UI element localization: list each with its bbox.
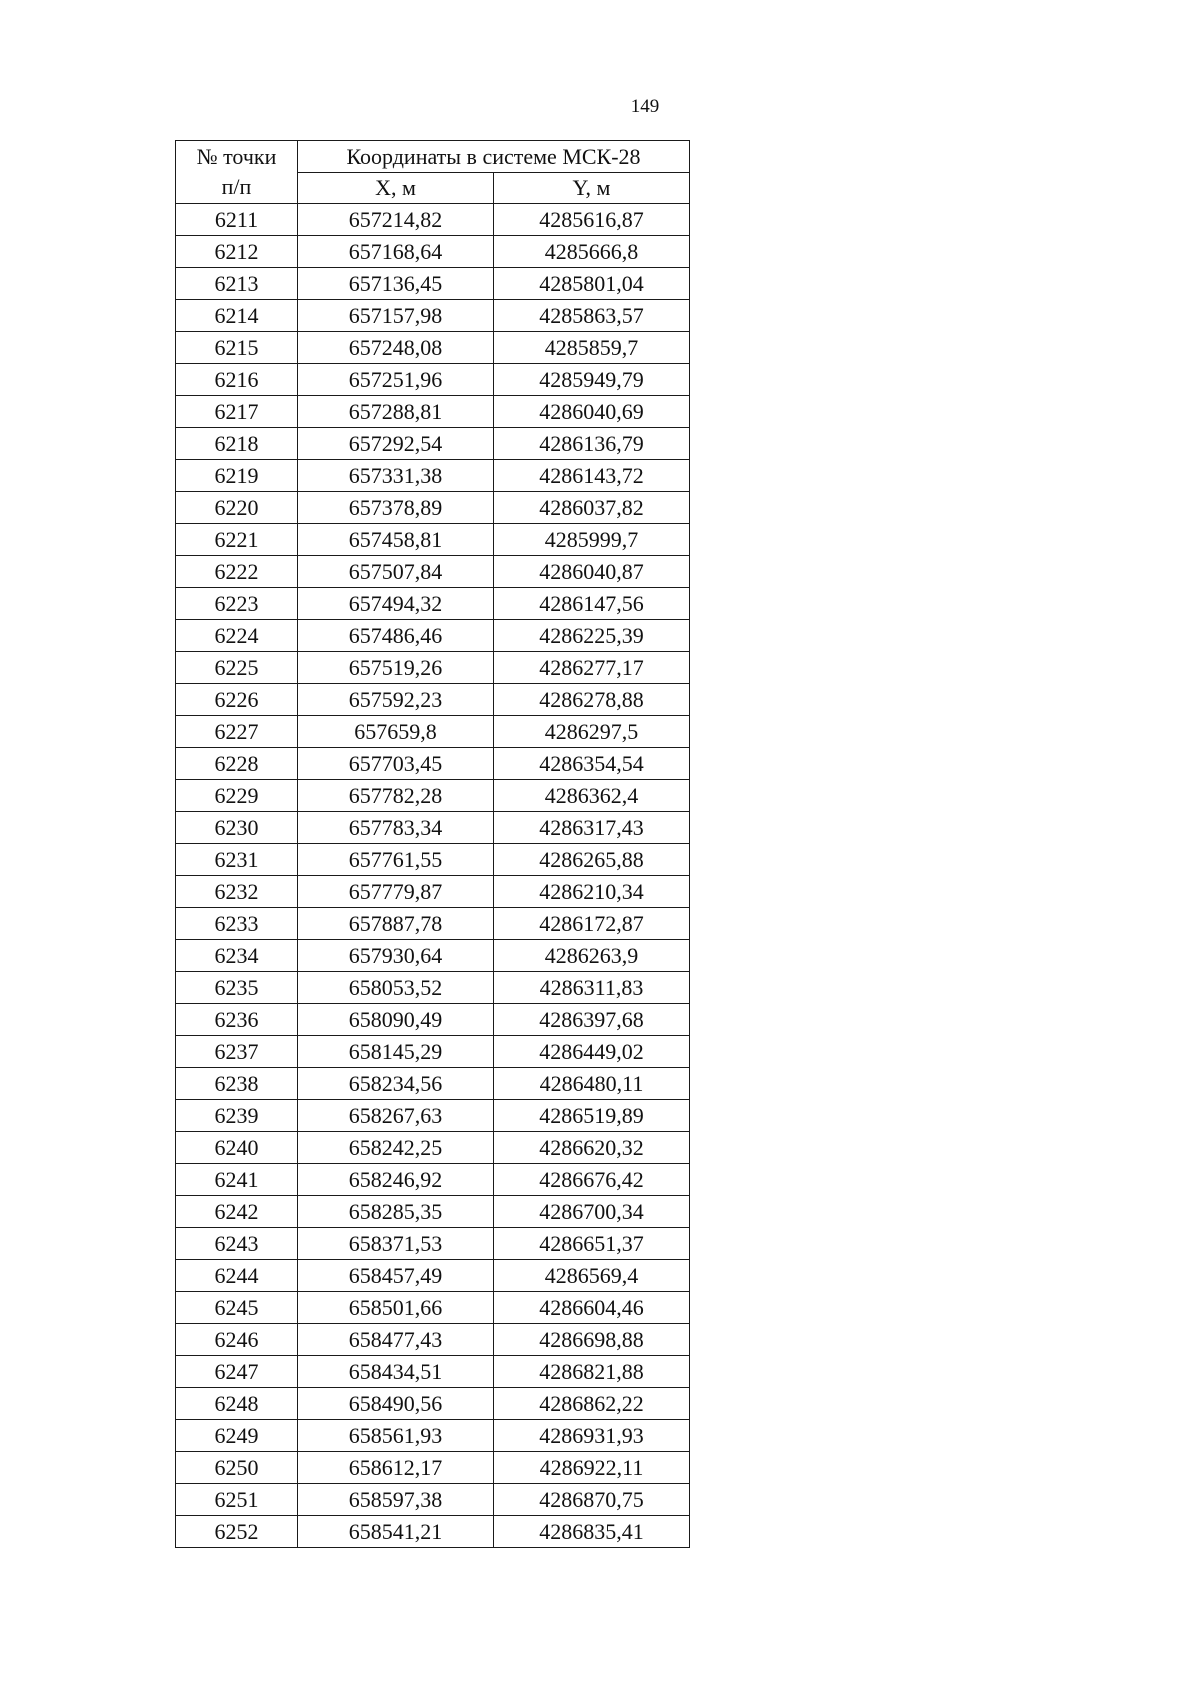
point-number-cell: 6224 [176,620,298,652]
x-coordinate-cell: 657783,34 [298,812,494,844]
y-coordinate-cell: 4286354,54 [494,748,690,780]
table-row [176,940,690,972]
table-row [176,1228,690,1260]
x-coordinate-cell: 658371,53 [298,1228,494,1260]
x-coordinate-cell: 658090,49 [298,1004,494,1036]
x-coordinate-cell: 658457,49 [298,1260,494,1292]
y-coordinate-cell: 4286317,43 [494,812,690,844]
y-coordinate-cell: 4286278,88 [494,684,690,716]
table-row [176,876,690,908]
point-number-cell: 6216 [176,364,298,396]
x-coordinate-cell: 658246,92 [298,1164,494,1196]
y-coordinate-cell: 4286862,22 [494,1388,690,1420]
table-body [176,204,690,1548]
x-coordinate-cell: 657703,45 [298,748,494,780]
table-row [176,1420,690,1452]
y-coordinate-cell: 4286922,11 [494,1452,690,1484]
y-coordinate-cell: 4286676,42 [494,1164,690,1196]
table-row [176,1516,690,1548]
y-coordinate-cell: 4286210,34 [494,876,690,908]
y-coordinate-cell: 4285859,7 [494,332,690,364]
x-coordinate-cell: 658267,63 [298,1100,494,1132]
x-coordinate-cell: 658612,17 [298,1452,494,1484]
point-number-cell: 6246 [176,1324,298,1356]
table-row [176,812,690,844]
table-row [176,652,690,684]
x-coordinate-cell: 657592,23 [298,684,494,716]
point-number-cell: 6236 [176,1004,298,1036]
point-number-cell: 6237 [176,1036,298,1068]
table-row [176,364,690,396]
point-number-cell: 6252 [176,1516,298,1548]
x-coordinate-cell: 657251,96 [298,364,494,396]
x-coordinate-cell: 657157,98 [298,300,494,332]
y-coordinate-cell: 4286265,88 [494,844,690,876]
table-row [176,1068,690,1100]
y-coordinate-cell: 4286480,11 [494,1068,690,1100]
point-number-cell: 6221 [176,524,298,556]
y-coordinate-cell: 4286870,75 [494,1484,690,1516]
table-row [176,1164,690,1196]
y-coordinate-cell: 4286821,88 [494,1356,690,1388]
y-coordinate-cell: 4286263,9 [494,940,690,972]
point-number-cell: 6242 [176,1196,298,1228]
x-coordinate-cell: 657214,82 [298,204,494,236]
point-number-cell: 6213 [176,268,298,300]
x-coordinate-cell: 657887,78 [298,908,494,940]
y-coordinate-cell: 4286700,34 [494,1196,690,1228]
x-coordinate-cell: 657168,64 [298,236,494,268]
x-coordinate-cell: 657378,89 [298,492,494,524]
page-number: 149 [630,96,660,117]
table-row [176,620,690,652]
y-coordinate-cell: 4286569,4 [494,1260,690,1292]
x-coordinate-cell: 658285,35 [298,1196,494,1228]
x-coordinate-cell: 657779,87 [298,876,494,908]
table-row [176,396,690,428]
table-row [176,1452,690,1484]
point-number-header [176,141,298,204]
table-row [176,716,690,748]
point-number-cell: 6222 [176,556,298,588]
point-number-cell: 6214 [176,300,298,332]
y-coordinate-cell: 4286449,02 [494,1036,690,1068]
x-coordinate-cell: 657331,38 [298,460,494,492]
point-number-cell: 6233 [176,908,298,940]
point-number-cell: 6239 [176,1100,298,1132]
table-row [176,1100,690,1132]
table-row [176,204,690,236]
table-row [176,972,690,1004]
x-coordinate-cell: 657507,84 [298,556,494,588]
y-coordinate-cell: 4285863,57 [494,300,690,332]
coordinates-group-header: Координаты в системе МСК-28 [298,141,690,173]
x-coordinate-cell: 658234,56 [298,1068,494,1100]
point-number-cell: 6226 [176,684,298,716]
table-row [176,844,690,876]
y-coordinate-cell: 4285616,87 [494,204,690,236]
y-coordinate-cell: 4286311,83 [494,972,690,1004]
point-number-cell: 6220 [176,492,298,524]
table-row [176,780,690,812]
table-row [176,460,690,492]
x-column-header: X, м [298,173,494,204]
x-coordinate-cell: 658145,29 [298,1036,494,1068]
y-coordinate-cell: 4286519,89 [494,1100,690,1132]
x-coordinate-cell: 657136,45 [298,268,494,300]
x-coordinate-cell: 657930,64 [298,940,494,972]
point-number-cell: 6234 [176,940,298,972]
table-row [176,1356,690,1388]
point-number-cell: 6238 [176,1068,298,1100]
y-coordinate-cell: 4285999,7 [494,524,690,556]
point-number-cell: 6217 [176,396,298,428]
y-coordinate-cell: 4285801,04 [494,268,690,300]
point-number-cell: 6251 [176,1484,298,1516]
x-coordinate-cell: 658597,38 [298,1484,494,1516]
x-coordinate-cell: 658490,56 [298,1388,494,1420]
x-coordinate-cell: 658477,43 [298,1324,494,1356]
y-coordinate-cell: 4286147,56 [494,588,690,620]
x-coordinate-cell: 658053,52 [298,972,494,1004]
table-row [176,588,690,620]
table-row [176,1004,690,1036]
point-number-cell: 6219 [176,460,298,492]
x-coordinate-cell: 657486,46 [298,620,494,652]
point-number-cell: 6241 [176,1164,298,1196]
y-coordinate-cell: 4286037,82 [494,492,690,524]
y-coordinate-cell: 4286362,4 [494,780,690,812]
x-coordinate-cell: 658541,21 [298,1516,494,1548]
y-coordinate-cell: 4286604,46 [494,1292,690,1324]
table-row [176,1036,690,1068]
y-coordinate-cell: 4286040,69 [494,396,690,428]
table-row [176,236,690,268]
header-row-top [176,141,690,173]
y-coordinate-cell: 4286931,93 [494,1420,690,1452]
table-row [176,268,690,300]
x-coordinate-cell: 658501,66 [298,1292,494,1324]
point-number-cell: 6247 [176,1356,298,1388]
y-coordinate-cell: 4286651,37 [494,1228,690,1260]
table-row [176,1292,690,1324]
table-row [176,524,690,556]
x-coordinate-cell: 657494,32 [298,588,494,620]
table-row [176,684,690,716]
point-number-cell: 6227 [176,716,298,748]
point-number-cell: 6231 [176,844,298,876]
y-coordinate-cell: 4286172,87 [494,908,690,940]
table-row [176,332,690,364]
point-number-cell: 6212 [176,236,298,268]
point-number-cell: 6215 [176,332,298,364]
table-row [176,1196,690,1228]
x-coordinate-cell: 657761,55 [298,844,494,876]
y-coordinate-cell: 4286277,17 [494,652,690,684]
x-coordinate-cell: 657288,81 [298,396,494,428]
y-coordinate-cell: 4286297,5 [494,716,690,748]
y-coordinate-cell: 4286698,88 [494,1324,690,1356]
y-coordinate-cell: 4285666,8 [494,236,690,268]
x-coordinate-cell: 658434,51 [298,1356,494,1388]
point-number-header-line2: п/п [221,174,252,199]
point-number-cell: 6243 [176,1228,298,1260]
x-coordinate-cell: 657292,54 [298,428,494,460]
table-row [176,1324,690,1356]
point-number-cell: 6245 [176,1292,298,1324]
table-row [176,1132,690,1164]
y-coordinate-cell: 4286143,72 [494,460,690,492]
table-row [176,1260,690,1292]
point-number-cell: 6228 [176,748,298,780]
y-column-header: Y, м [494,173,690,204]
x-coordinate-cell: 657248,08 [298,332,494,364]
point-number-cell: 6249 [176,1420,298,1452]
y-coordinate-cell: 4285949,79 [494,364,690,396]
table-header [176,141,690,204]
x-coordinate-cell: 657659,8 [298,716,494,748]
coordinates-table [175,140,690,1548]
table-row [176,556,690,588]
table-row [176,908,690,940]
x-coordinate-cell: 657519,26 [298,652,494,684]
table-row [176,300,690,332]
point-number-cell: 6244 [176,1260,298,1292]
point-number-cell: 6232 [176,876,298,908]
y-coordinate-cell: 4286040,87 [494,556,690,588]
table-row [176,1484,690,1516]
y-coordinate-cell: 4286620,32 [494,1132,690,1164]
point-number-cell: 6223 [176,588,298,620]
point-number-cell: 6230 [176,812,298,844]
x-coordinate-cell: 657458,81 [298,524,494,556]
y-coordinate-cell: 4286225,39 [494,620,690,652]
x-coordinate-cell: 658561,93 [298,1420,494,1452]
point-number-cell: 6235 [176,972,298,1004]
table-row [176,428,690,460]
point-number-cell: 6248 [176,1388,298,1420]
table-row [176,1388,690,1420]
point-number-cell: 6240 [176,1132,298,1164]
point-number-header-line1: № точки [196,144,277,169]
x-coordinate-cell: 658242,25 [298,1132,494,1164]
table-row [176,748,690,780]
point-number-cell: 6225 [176,652,298,684]
table-row [176,492,690,524]
point-number-cell: 6250 [176,1452,298,1484]
point-number-cell: 6229 [176,780,298,812]
point-number-cell: 6211 [176,204,298,236]
point-number-cell: 6218 [176,428,298,460]
y-coordinate-cell: 4286136,79 [494,428,690,460]
y-coordinate-cell: 4286835,41 [494,1516,690,1548]
x-coordinate-cell: 657782,28 [298,780,494,812]
y-coordinate-cell: 4286397,68 [494,1004,690,1036]
